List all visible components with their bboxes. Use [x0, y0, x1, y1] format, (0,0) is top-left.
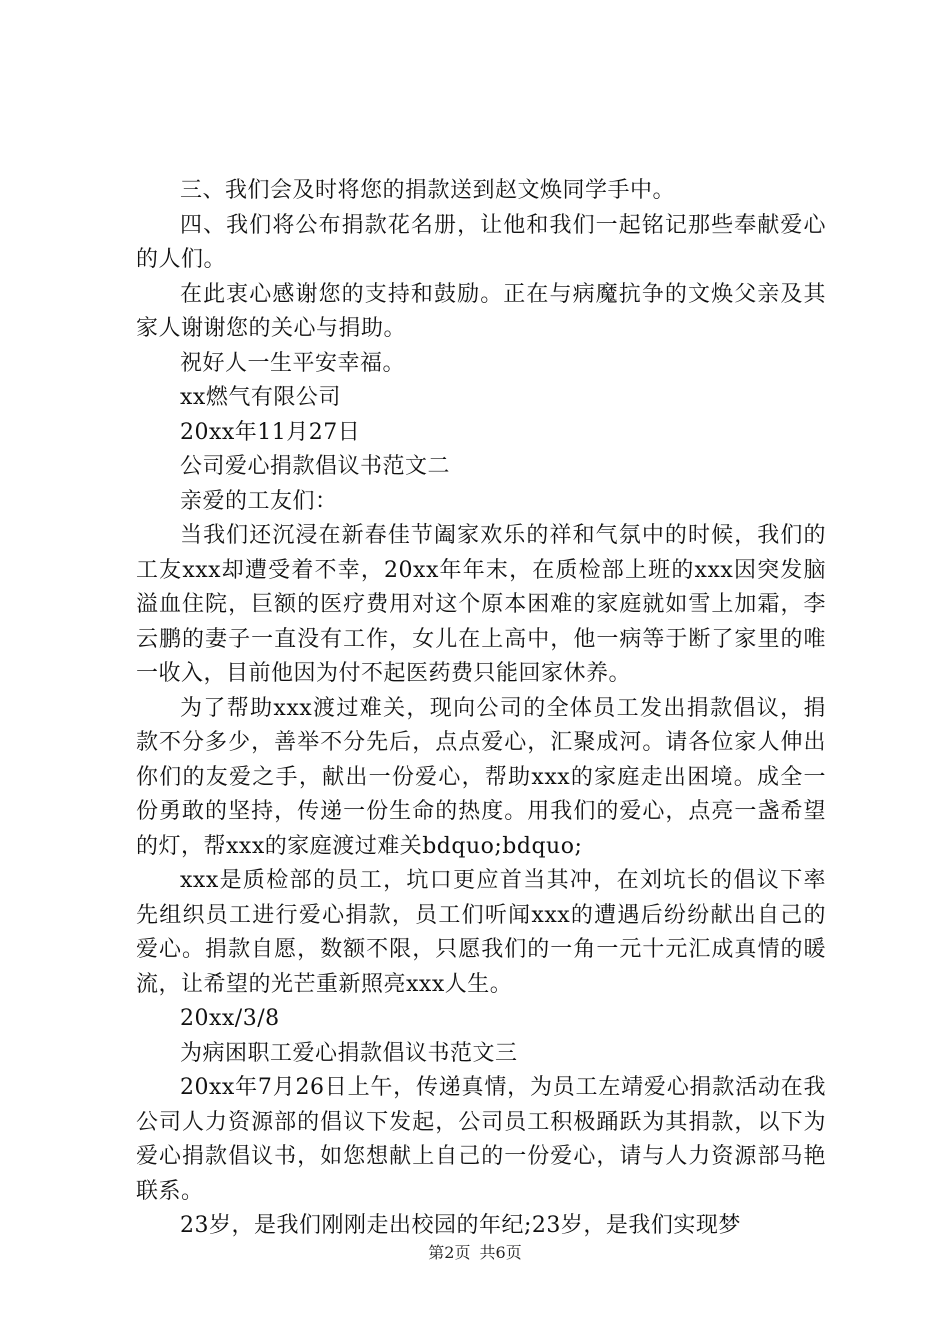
document-body — [136, 174, 826, 1244]
paragraph: 四、我们将公布捐款花名册，让他和我们一起铭记那些奉献爱心的人们。 — [136, 212, 826, 272]
signature-date: 20xx/3/8 — [180, 1006, 280, 1031]
salutation: 亲爱的工友们： — [180, 488, 338, 514]
section-title: 为病困职工爱心捐款倡议书范文三 — [180, 1040, 518, 1066]
closing-wish: 祝好人一生平安幸福。 — [180, 350, 406, 376]
paragraph: 在此衷心感谢您的支持和鼓励。正在与病魔抗争的文焕父亲及其家人谢谢您的关心与捐助。 — [136, 281, 826, 341]
paragraph: 三、我们会及时将您的捐款送到赵文焕同学手中。 — [180, 178, 676, 203]
paragraph: xxx是质检部的员工，坑口更应首当其冲，在刘坑长的倡议下率先组织员工进行爱心捐款，员工们听闻xxx的遭遇后纷纷献出自己的爱心。捐款自愿，数额不限，只愿我们的一角一元十元汇成真情的暖流，让希望的光芒重新照亮xxx人生。 — [136, 868, 826, 997]
signature-date: 20xx年11月27日 — [180, 419, 361, 445]
paragraph: 23岁，是我们刚刚走出校园的年纪;23岁，是我们实现梦 — [180, 1213, 741, 1238]
page-number: 第2页 共6页 — [428, 1243, 522, 1262]
signature-company: xx燃气有限公司 — [180, 385, 341, 410]
paragraph: 当我们还沉浸在新春佳节阖家欢乐的祥和气氛中的时候，我们的工友xxx却遭受着不幸，20xx年年末，在质检部上班的xxx因突发脑溢血住院，巨额的医疗费用对这个原本困难的家庭就如雪上加霜，李云鹏的妻子一直没有工作，女儿在上高中，他一病等于断了家里的唯一收入，目前他因为付不起医药费只能回家休养。 — [136, 523, 826, 686]
paragraph: 20xx年7月26日上午，传递真情，为员工左靖爱心捐款活动在我公司人力资源部的倡议下发起，公司员工积极踊跃为其捐款，以下为爱心捐款倡议书，如您想献上自己的一份爱心，请与人力资源部马艳联系。 — [136, 1075, 826, 1204]
section-title: 公司爱心捐款倡议书范文二 — [180, 454, 451, 479]
paragraph: 为了帮助xxx渡过难关，现向公司的全体员工发出捐款倡议，捐款不分多少，善举不分先后，点点爱心，汇聚成河。请各位家人伸出你们的友爱之手，献出一份爱心，帮助xxx的家庭走出困境。成全一份勇敢的坚持，传递一份生命的热度。用我们的爱心，点亮一盏希望的灯，帮xxx的家庭渡过难关bdquo;bdquo; — [136, 695, 826, 859]
